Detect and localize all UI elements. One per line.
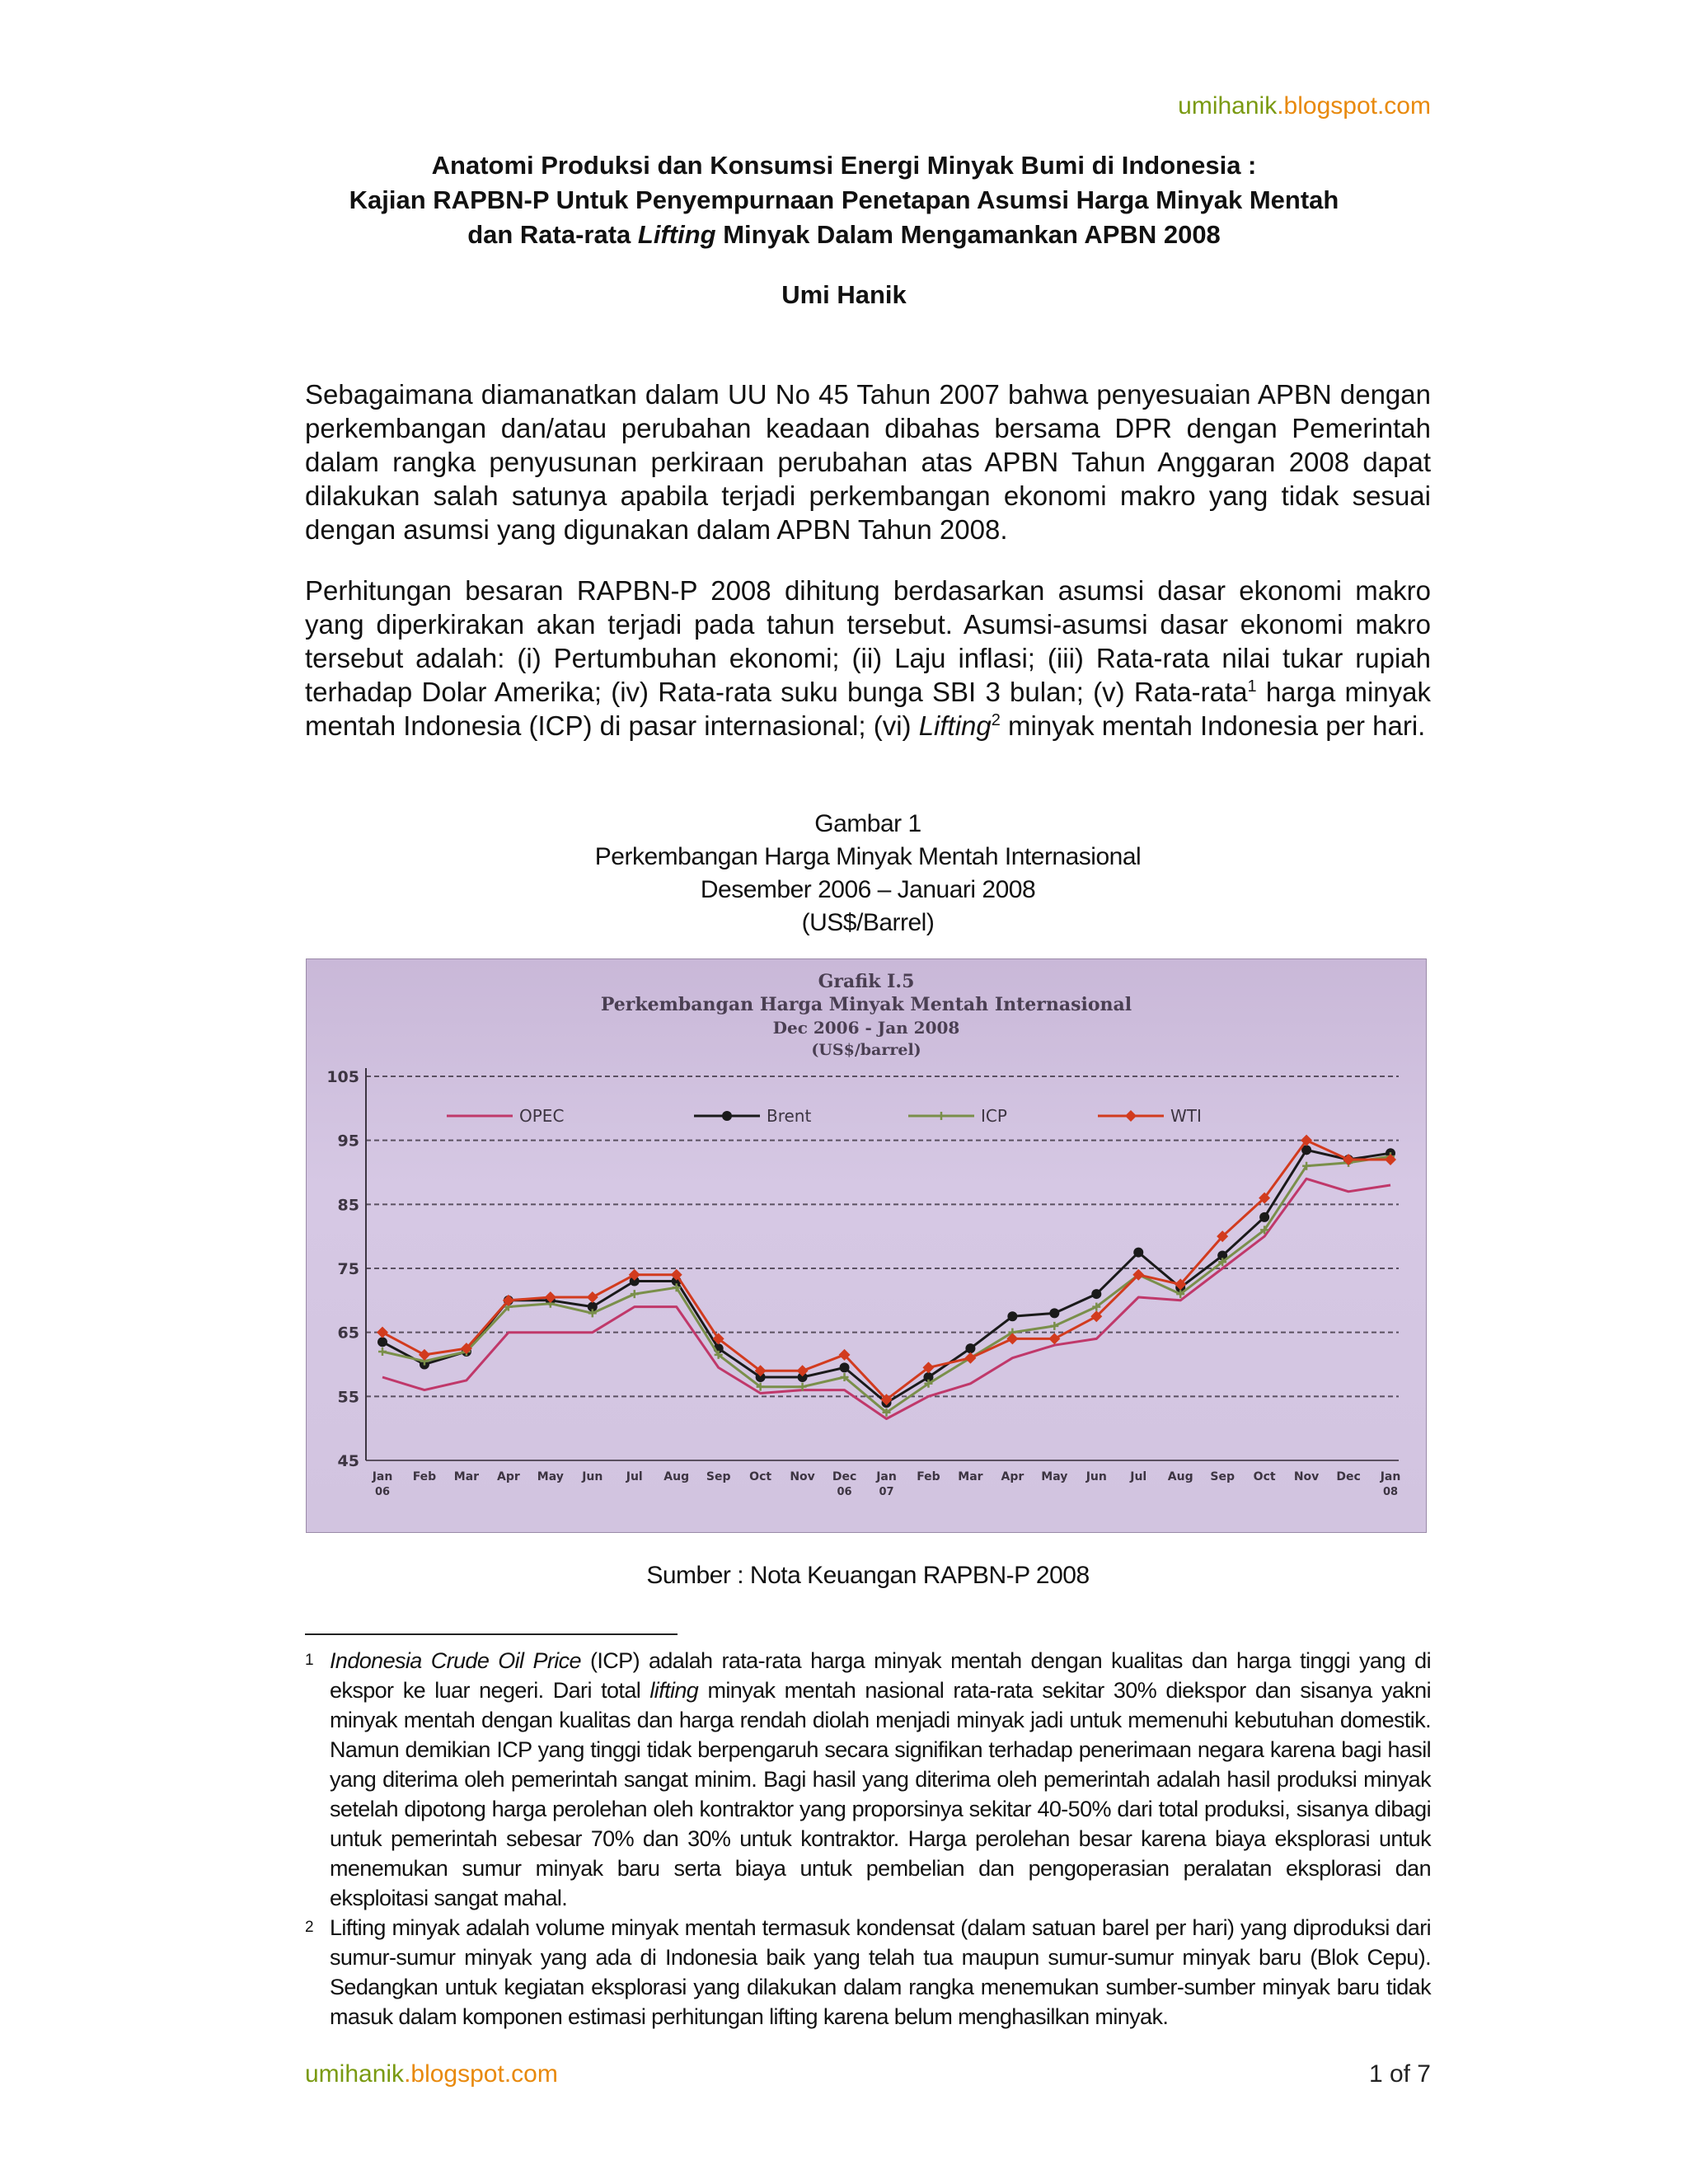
x-tick-label: Dec: [1336, 1470, 1361, 1483]
footnote-2-number: 2: [305, 1919, 313, 1936]
y-tick-label: 55: [337, 1388, 359, 1407]
series-line-wti: [382, 1141, 1390, 1400]
x-tick-label: May: [1041, 1470, 1068, 1483]
y-tick-label: 95: [337, 1132, 359, 1151]
x-tick-label: Feb: [412, 1470, 437, 1483]
x-tick-label: Aug: [663, 1470, 690, 1483]
data-point-brent: [1259, 1212, 1269, 1222]
title-line-3-post: Minyak Dalam Mengamankan APBN 2008: [715, 220, 1221, 249]
x-tick-label: Dec: [832, 1470, 857, 1483]
figure-period: Desember 2006 – Januari 2008: [700, 876, 1036, 903]
y-tick-label: 85: [337, 1196, 359, 1215]
legend-marker-wti: [1125, 1110, 1137, 1122]
y-tick-label: 75: [337, 1260, 359, 1278]
data-point-icp: [631, 1290, 639, 1298]
x-tick-label: Jan: [372, 1470, 393, 1483]
x-tick-label: Jun: [1085, 1470, 1107, 1483]
footnote-ref-2[interactable]: 2: [991, 711, 1001, 729]
x-tick-label: Jan: [876, 1470, 897, 1483]
data-point-wti: [377, 1327, 388, 1338]
y-tick-label: 105: [326, 1068, 359, 1086]
legend-label-icp: ICP: [981, 1106, 1007, 1126]
chart-title: Grafik I.5: [818, 971, 915, 992]
legend-label-brent: Brent: [767, 1106, 812, 1126]
header-brand[interactable]: [907, 92, 1431, 120]
paragraph-2-part-1: Perhitungan besaran RAPBN-P 2008 dihitung berdasarkan asumsi dasar ekonomi makro yang diperkirakan akan terjadi pada tahun tersebut. Asumsi-asumsi dasar ekonomi makro tersebut adalah: (i) Pertumbuhan ekonomi; (ii) Laju inflasi; (iii) Rata-rata nilai tukar rupiah terhadap Dolar Amerika; (iv) Rata-rata suku bunga SBI 3 bulan; (v) Rata-rata: [305, 575, 1431, 707]
chart-unit: (US$/barrel): [811, 1041, 921, 1059]
data-point-brent: [1091, 1289, 1101, 1299]
data-point-wti: [964, 1352, 976, 1364]
paragraph-1: Sebagaimana diamanatkan dalam UU No 45 Tahun 2007 bahwa penyesuaian APBN dengan perkembangan dan/atau perubahan keadaan dibahas bersama DPR dengan Pemerintah dalam rangka penyusunan perkiraan perubahan atas APBN Tahun Anggaran 2008 dapat dilakukan salah satunya apabila terjadi perkembangan ekonomi makro yang tidak sesuai dengan asumsi yang digunakan dalam APBN Tahun 2008.: [305, 379, 1431, 545]
x-tick-label: Jun: [582, 1470, 603, 1483]
x-tick-label: Oct: [1253, 1470, 1276, 1483]
footnote-separator: [305, 1633, 678, 1635]
data-point-brent: [1133, 1248, 1143, 1258]
legend-marker-icp: [937, 1112, 945, 1120]
paragraph-2-italic: Lifting: [918, 710, 992, 741]
title-line-3-pre: dan Rata-rata: [467, 220, 638, 249]
title-line-3: [247, 218, 1441, 252]
data-point-wti: [587, 1291, 598, 1303]
figure-source: Sumber : Nota Keuangan RAPBN-P 2008: [646, 1562, 1090, 1589]
x-tick-label: Sep: [1210, 1470, 1235, 1483]
x-tick-label: Jul: [1130, 1470, 1147, 1483]
chart-subtitle: Perkembangan Harga Minyak Mentah Internasional: [600, 994, 1132, 1015]
figure-title: Perkembangan Harga Minyak Mentah Internasional: [594, 843, 1142, 870]
data-point-brent: [1007, 1311, 1017, 1321]
chart-period: Dec 2006 - Jan 2008: [772, 1018, 960, 1038]
x-tick-label: May: [537, 1470, 564, 1483]
data-point-wti: [419, 1349, 430, 1361]
data-point-brent: [965, 1343, 975, 1353]
footnote-1-text-b: minyak mentah nasional rata-rata sekitar 30% diekspor dan sisanya yakni minyak mentah dengan kualitas dan harga rendah diolah menjadi minyak jadi untuk memenuhi kebutuhan domestik. Namun demikian ICP yang tinggi tidak berpengaruh secara signifikan terhadap penerimaan negara karena bagi hasil yang diterima oleh pemerintah sangat minim. Bagi hasil yang diterima oleh pemerintah adalah hasil produksi minyak setelah dipotong harga perolehan oleh kontraktor yang proporsinya sekitar 40-50% dari total produksi, sisanya dibagi untuk pemerintah sebesar 70% dan 30% untuk kontraktor. Harga perolehan besar karena biaya eksplorasi untuk menemukan sumur minyak baru serta biaya untuk pembelian dan pengoperasian peralatan eksplorasi dan eksploitasi sangat mahal.: [330, 1678, 1431, 1910]
series-line-brent: [382, 1150, 1390, 1403]
paragraph-2-part-3: minyak mentah Indonesia per hari.: [1000, 710, 1426, 741]
y-tick-label: 65: [337, 1324, 359, 1343]
x-tick-label-year: 08: [1382, 1486, 1399, 1498]
x-tick-label: Jan: [1380, 1470, 1401, 1483]
x-tick-label-year: 06: [374, 1486, 391, 1498]
footnote-1: [305, 1646, 1431, 1913]
title-line-1: Anatomi Produksi dan Konsumsi Energi Minyak Bumi di Indonesia :: [431, 151, 1257, 180]
x-tick-label: Feb: [917, 1470, 940, 1483]
footnote-1-italic-mid: lifting: [649, 1678, 699, 1703]
x-tick-label: Apr: [1001, 1470, 1025, 1483]
brand-name: umihanik: [1178, 92, 1278, 120]
x-tick-label: Jul: [626, 1470, 643, 1483]
footnote-2: [305, 1913, 1431, 2032]
footer-brand-domain: .blogspot.com: [404, 2060, 558, 2088]
x-tick-label: Sep: [706, 1470, 731, 1483]
oil-price-chart-image: [306, 958, 1427, 1533]
title-line-3-italic: Lifting: [637, 220, 716, 249]
title-line-2: Kajian RAPBN-P Untuk Penyempurnaan Penetapan Asumsi Harga Minyak Mentah: [349, 185, 1339, 214]
footer-brand[interactable]: [305, 2060, 558, 2088]
x-tick-label: Aug: [1167, 1470, 1193, 1483]
x-tick-label: Nov: [790, 1470, 815, 1483]
x-tick-label: Mar: [453, 1470, 480, 1483]
paragraph-2-part-2: harga minyak mentah Indonesia (ICP) di pasar internasional; (vi): [305, 677, 1431, 741]
footnotes: [305, 1646, 1431, 2032]
x-tick-label: Oct: [749, 1470, 772, 1483]
data-point-brent: [377, 1337, 387, 1347]
series-line-icp: [382, 1156, 1390, 1413]
footnote-1-italic-lead: Indonesia Crude Oil Price: [330, 1648, 581, 1673]
x-tick-label: Nov: [1293, 1470, 1320, 1483]
footnote-2-text: Lifting minyak adalah volume minyak mentah termasuk kondensat (dalam satuan barel per hari) yang diproduksi dari sumur-sumur minyak yang ada di Indonesia baik yang telah tua maupun sumur-sumur minyak baru (Blok Cepu). Sedangkan untuk kegiatan eksplorasi yang dilakukan dalam rangka menemukan sumber-sumber minyak baru tidak masuk dalam komponen estimasi perhitungan lifting karena belum menghasilkan minyak.: [330, 1915, 1431, 2029]
x-tick-label: Apr: [496, 1470, 520, 1483]
data-point-brent: [1049, 1308, 1059, 1318]
figure-unit: (US$/Barrel): [801, 909, 935, 936]
paragraph-2: [305, 574, 1431, 743]
data-point-icp: [1050, 1322, 1058, 1330]
legend-marker-brent: [722, 1111, 732, 1121]
x-tick-label-year: 06: [837, 1486, 852, 1498]
figure-label: Gambar 1: [814, 810, 921, 837]
x-tick-label-year: 07: [879, 1486, 894, 1498]
oil-price-chart: [307, 959, 1426, 1532]
figure-caption: [305, 808, 1431, 940]
brand-domain: .blogspot.com: [1277, 92, 1431, 120]
legend-label-wti: WTI: [1170, 1106, 1202, 1126]
footnote-ref-1[interactable]: 1: [1247, 677, 1257, 696]
footnote-1-number: 1: [305, 1652, 313, 1669]
y-tick-label: 45: [337, 1452, 359, 1470]
page-number: 1 of 7: [1368, 2060, 1431, 2088]
author-name: Umi Hanik: [781, 280, 907, 309]
data-point-wti: [1048, 1333, 1060, 1344]
x-tick-label: Mar: [958, 1470, 983, 1483]
data-point-icp: [378, 1347, 387, 1356]
legend-label-opec: OPEC: [519, 1106, 565, 1126]
footnote-1-text-a: (ICP) adalah rata-rata harga minyak mentah dengan kualitas dan harga tinggi yang di ekspor ke luar negeri. Dari total: [330, 1648, 1431, 1703]
document-title: [247, 148, 1441, 252]
data-point-brent: [840, 1362, 850, 1372]
footer-brand-name: umihanik: [305, 2060, 405, 2088]
